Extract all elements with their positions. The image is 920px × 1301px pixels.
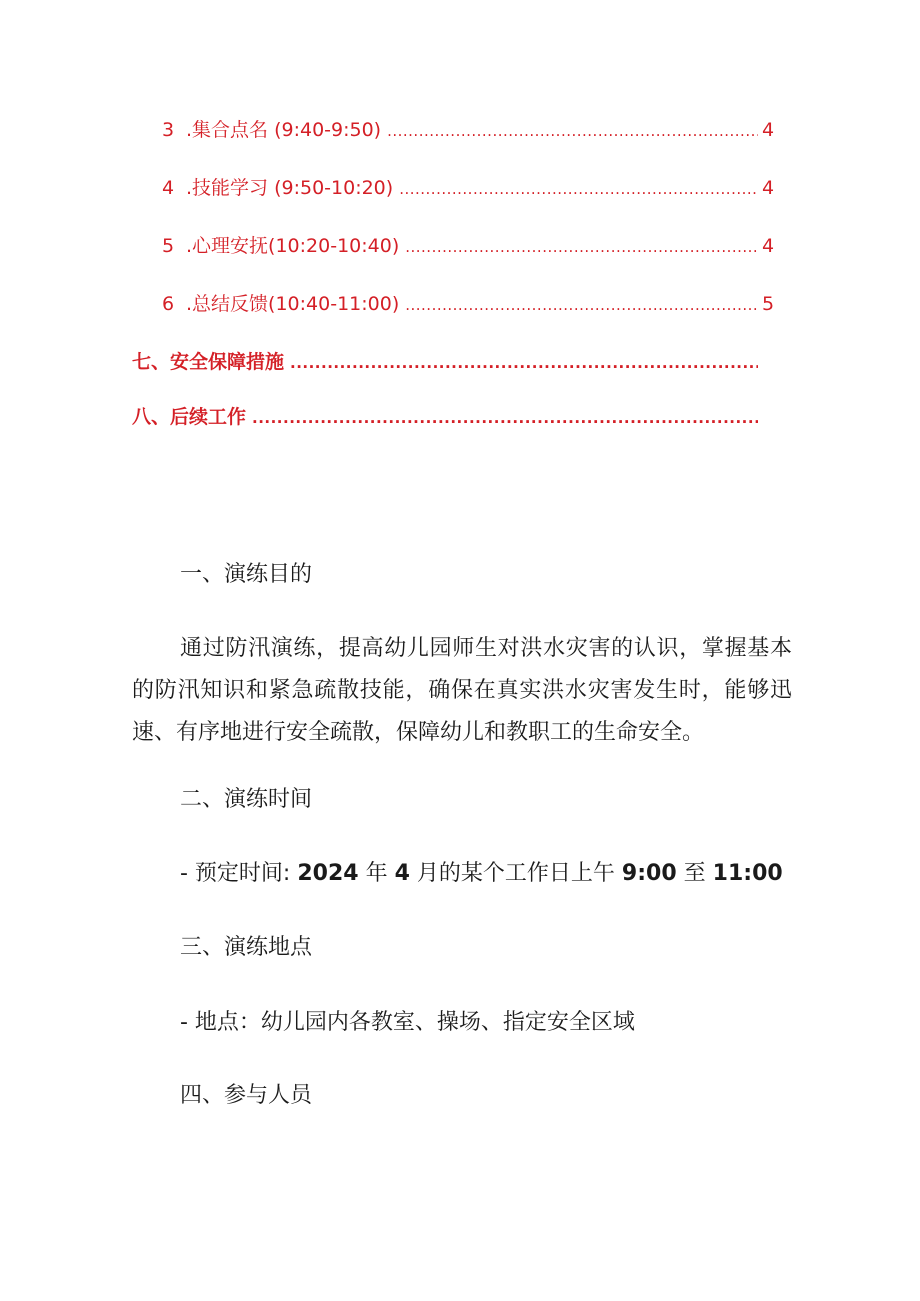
toc-entry-page: 4 <box>762 235 775 257</box>
toc-entry-page: 4 <box>762 177 775 199</box>
section-heading-location: 三、演练地点 <box>180 935 313 960</box>
toc-entry-number: 6 <box>162 293 175 315</box>
section-heading-purpose: 一、演练目的 <box>180 562 313 587</box>
toc-leader-dots <box>252 404 758 432</box>
start-time: 9:00 <box>621 861 677 886</box>
toc-entry-title: .技能学习 (9:50-10:20) <box>186 177 394 199</box>
scheduled-time-item <box>180 853 783 895</box>
toc-section-title: 七、安全保障措施 <box>132 351 285 373</box>
toc-entry-5[interactable] <box>162 232 774 260</box>
toc-entry-page: 5 <box>762 293 775 315</box>
toc-entry-number: 4 <box>162 177 175 199</box>
end-time: 11:00 <box>712 861 783 886</box>
toc-leader-dots <box>387 117 758 145</box>
toc-entry-section-8[interactable] <box>132 403 758 431</box>
toc-entry-number: 3 <box>162 119 175 141</box>
toc-section-title: 八、后续工作 <box>132 406 247 428</box>
toc-entry-4[interactable] <box>162 174 774 202</box>
section-heading-participants: 四、参与人员 <box>180 1083 313 1108</box>
toc-leader-dots <box>405 291 758 319</box>
toc-entry-title: .心理安抚(10:20-10:40) <box>186 235 400 257</box>
purpose-paragraph: 通过防汛演练，提高幼儿园师生对洪水灾害的认识，掌握基本的防汛知识和紧急疏散技能，确保在真实洪水灾害发生时，能够迅速、有序地进行安全疏散，保障幼儿和教职工的生命安全。 <box>132 636 792 745</box>
toc-entry-3[interactable] <box>162 116 774 144</box>
year-value: 2024 <box>297 861 359 886</box>
location-item: - 地点：幼儿园内各教室、操场、指定安全区域 <box>180 1010 635 1035</box>
toc-entry-title: .集合点名 (9:40-9:50) <box>186 119 382 141</box>
time-separator: 至 <box>683 861 706 886</box>
toc-leader-dots <box>290 349 758 377</box>
toc-leader-dots <box>405 233 758 261</box>
section-heading-time: 二、演练时间 <box>180 787 313 812</box>
month-unit: 月的某个工作日上午 <box>416 861 615 886</box>
toc-entry-number: 5 <box>162 235 175 257</box>
month-value: 4 <box>394 861 410 886</box>
toc-entry-title: .总结反馈(10:40-11:00) <box>186 293 400 315</box>
year-unit: 年 <box>365 861 388 886</box>
toc-entry-section-7[interactable] <box>132 348 758 376</box>
toc-entry-page: 4 <box>762 119 775 141</box>
toc-leader-dots <box>399 175 758 203</box>
scheduled-time-label: - 预定时间: <box>180 861 298 886</box>
toc-entry-6[interactable] <box>162 290 774 318</box>
